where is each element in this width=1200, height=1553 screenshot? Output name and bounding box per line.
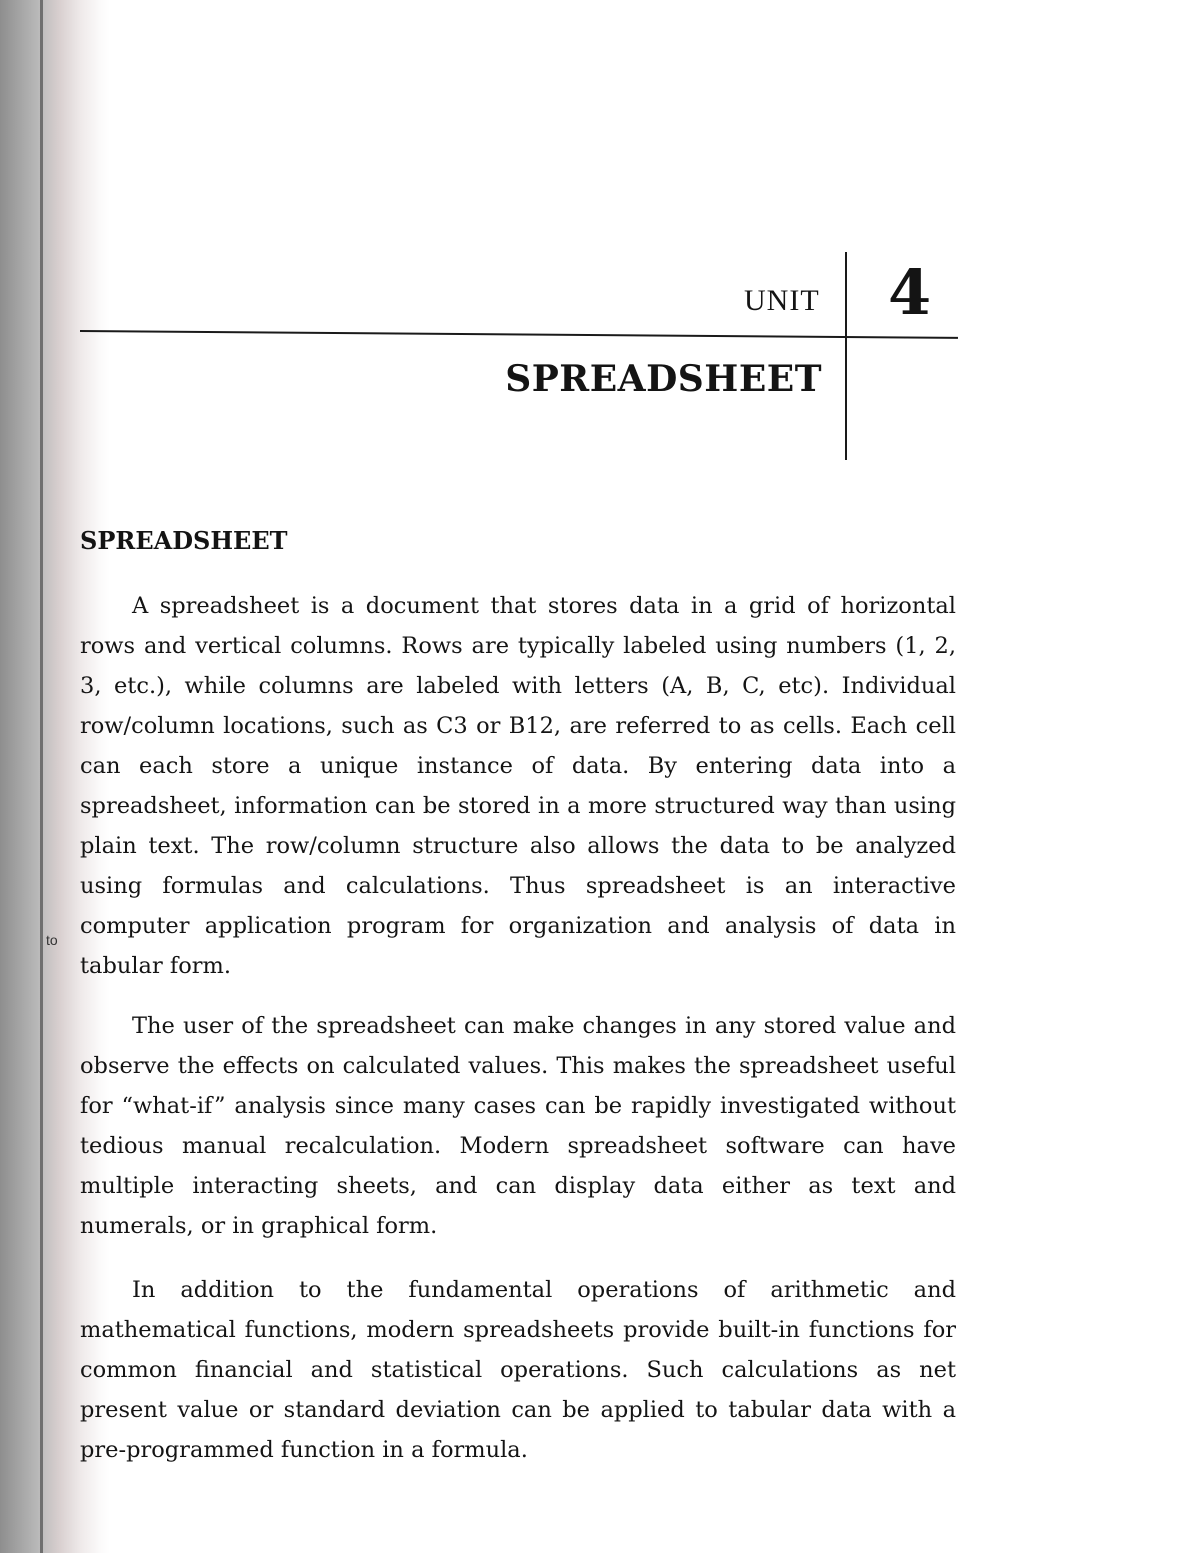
- chapter-title: SPREADSHEET: [505, 358, 822, 400]
- unit-label: UNIT: [744, 284, 820, 317]
- body-paragraph: In addition to the fundamental operations of arithmetic and mathematical functions, modern spreadsheets provide built-in functions for common financial and statistical operations. Such calculations as net present value or standard deviation can be applied to tabular data with a pre-programmed function in a formula.: [80, 1277, 956, 1463]
- unit-divider-horizontal: [80, 330, 958, 339]
- body-paragraph: A spreadsheet is a document that stores data in a grid of horizontal rows and vertical columns. Rows are typically labeled using numbers (1, 2, 3, etc.), while columns are labeled with letters (A, B, C, etc). Individual row/column locations, such as C3 or B12, are referred to as cells. Each cell can each store a unique instance of data. By entering data into a spreadsheet, information can be stored in a more structured way than using plain text. The row/column structure also allows the data to be analyzed using formulas and calculations. Thus spreadsheet is an interactive computer application program for organization and analysis of data in tabular form.: [80, 593, 956, 979]
- page-binding-edge: [40, 0, 43, 1553]
- margin-note: to: [46, 932, 58, 948]
- section-heading: SPREADSHEET: [80, 526, 288, 555]
- unit-divider-vertical: [845, 252, 847, 460]
- body-paragraph: The user of the spreadsheet can make changes in any stored value and observe the effects on calculated values. This makes the spreadsheet useful for “what-if” analysis since many cases can be rapidly investigated without tedious manual recalculation. Modern spreadsheet software can have multiple interacting sheets, and can display data either as text and numerals, or in graphical form.: [80, 1013, 956, 1239]
- unit-number: 4: [888, 256, 932, 329]
